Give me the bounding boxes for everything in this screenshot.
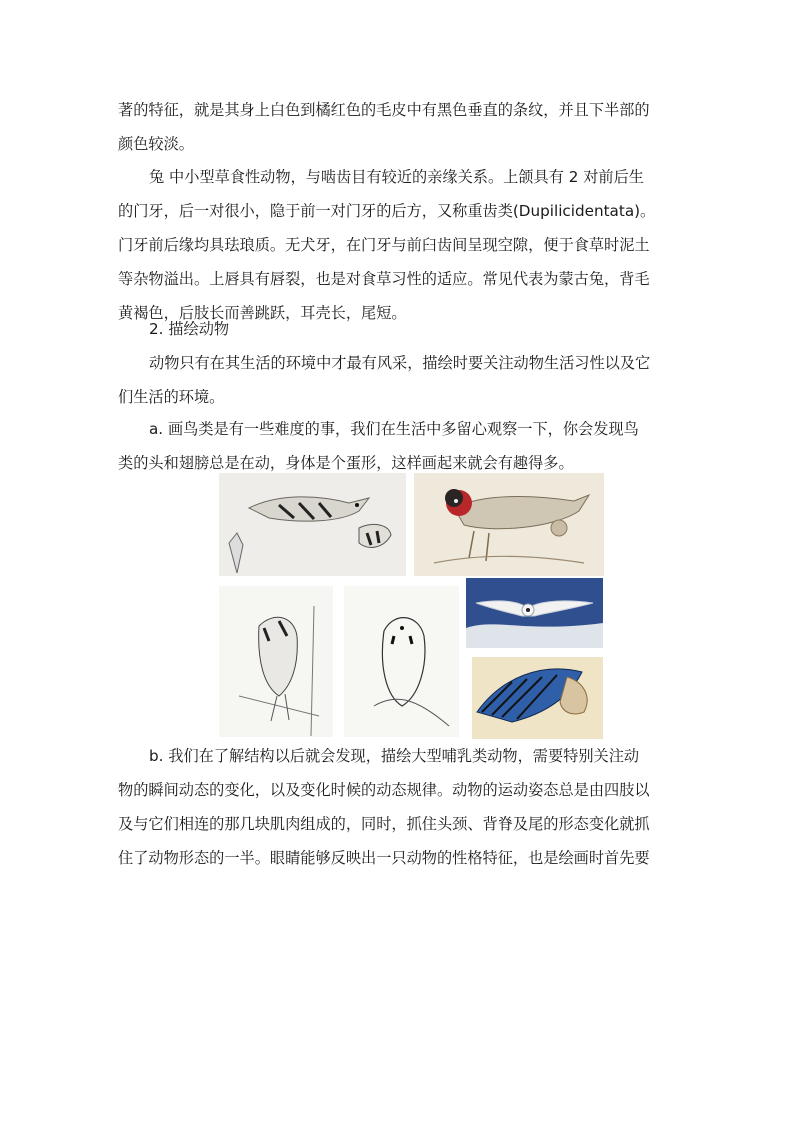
- text-line: 类的头和翅膀总是在动，身体是个蛋形，这样画起来就会有趣得多。: [118, 454, 574, 472]
- text-line: 住了动物形态的一半。眼睛能够反映出一只动物的性格特征，也是绘画时首先要: [118, 849, 650, 867]
- text-line: b. 我们在了解结构以后就会发现，描绘大型哺乳类动物，需要特别关注动: [149, 747, 640, 765]
- text-line: 兔 中小型草食性动物，与啮齿目有较近的亲缘关系。上颌具有 2 对前后生: [149, 168, 644, 186]
- text-line: a. 画鸟类是有一些难度的事，我们在生活中多留心观察一下，你会发现鸟: [149, 420, 639, 438]
- text-line: 们生活的环境。: [118, 388, 225, 406]
- blue-wing-study-icon: [472, 657, 603, 739]
- red-faced-finch-painting-icon: [414, 473, 604, 576]
- paragraph-item-a: [118, 412, 678, 480]
- text-line: 门牙前后缘均具珐琅质。无犬牙，在门牙与前臼齿间呈现空隙，便于食草时泥土: [118, 236, 650, 254]
- warbler-sketch-icon: [219, 473, 406, 576]
- text-line: 黄褐色，后肢长而善跳跃，耳壳长，尾短。: [118, 304, 407, 322]
- text-line: 动物只有在其生活的环境中才最有风采，描绘时要关注动物生活习性以及它: [149, 354, 651, 372]
- text-line: 等杂物溢出。上唇具有唇裂，也是对食草习性的适应。常见代表为蒙古兔，背毛: [118, 270, 650, 288]
- text-line: 及与它们相连的那几块肌肉组成的，同时，抓住头颈、背脊及尾的形态变化就抓: [118, 815, 650, 833]
- text-line: 物的瞬间动态的变化，以及变化时候的动态规律。动物的运动姿态总是由四肢以: [118, 781, 650, 799]
- flying-bird-blue-sky-icon: [466, 578, 603, 648]
- text-line: 颜色较淡。: [118, 135, 194, 153]
- section-heading: [118, 312, 678, 346]
- paragraph-intro: [118, 346, 678, 414]
- paragraph-item-b: [118, 739, 678, 875]
- perched-bird-pencil-icon: [219, 586, 333, 737]
- text-line: 著的特征，就是其身上白色到橘红色的毛皮中有黑色垂直的条纹，并且下半部的: [118, 101, 650, 119]
- paragraph-rabbit: [118, 160, 678, 330]
- heading-text: 2. 描绘动物: [149, 320, 230, 338]
- paragraph-tiger-features: [118, 93, 678, 161]
- text-line: 的门牙，后一对很小，隐于前一对门牙的后方，又称重齿类(Dupilicidentata)。: [118, 202, 656, 220]
- perched-bird-line-drawing-icon: [344, 586, 459, 737]
